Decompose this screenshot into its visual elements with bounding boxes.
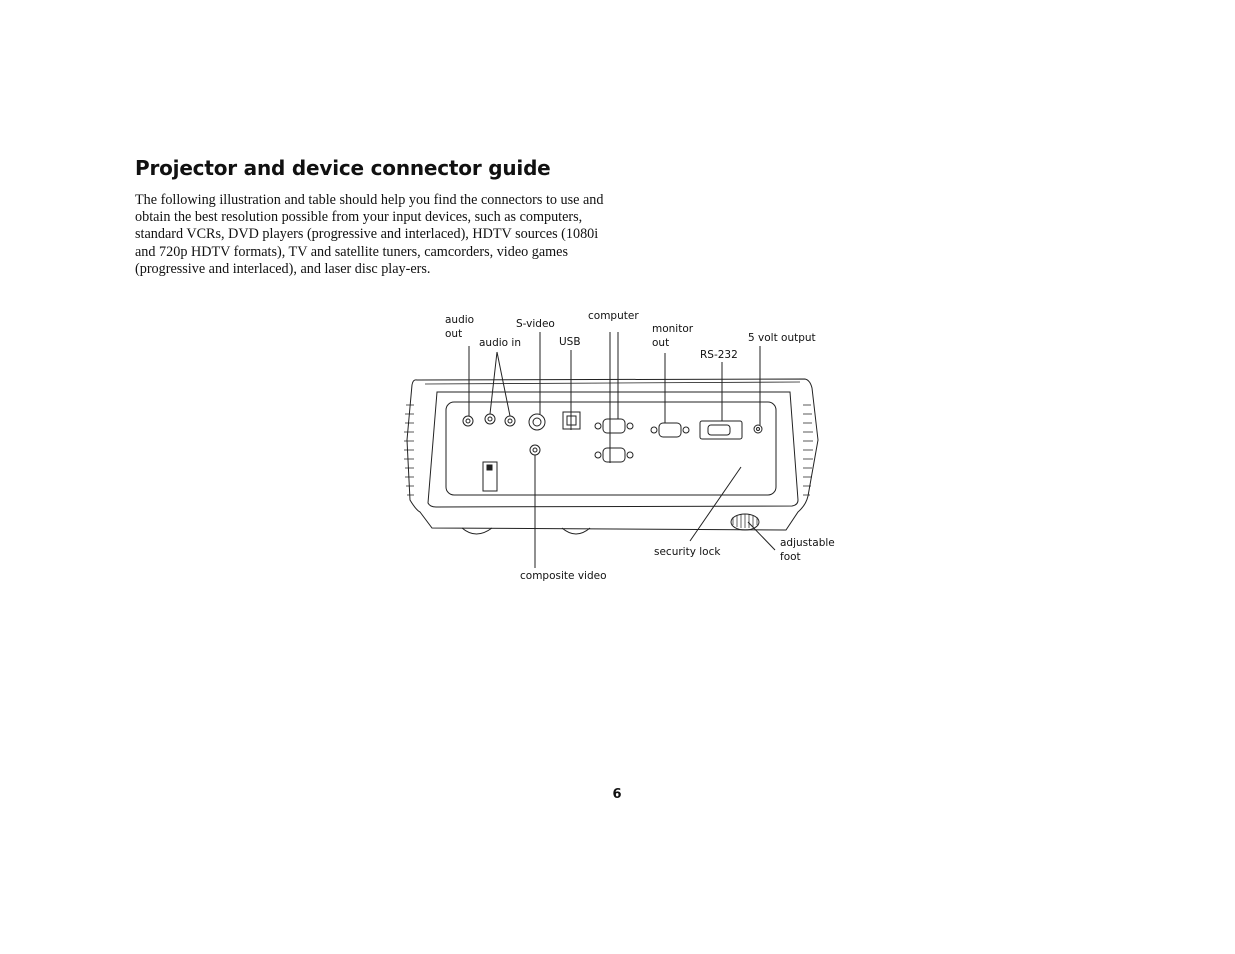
callout-audio-in: audio in [479, 337, 522, 349]
audio-in-jack-right-icon [505, 416, 515, 426]
five-volt-output-icon [754, 425, 762, 433]
foot-left [462, 528, 492, 534]
right-vent-icon [803, 405, 813, 495]
audio-out-jack-icon [463, 416, 473, 426]
computer-port-bottom-icon [595, 448, 633, 462]
callout-adjustable-foot: adjustable foot [780, 537, 835, 563]
callout-usb: USB [559, 336, 581, 348]
monitor-out-port-icon [651, 423, 689, 437]
callout-5-volt-output: 5 volt output [748, 332, 816, 344]
callout-s-video: S-video [516, 318, 555, 330]
security-lock-icon [483, 462, 497, 491]
adjustable-foot-icon [731, 514, 759, 530]
intro-paragraph: The following illustration and table should help you find the connectors to use and obtain the best resolution possible from your input devices, such as computers, standard VCRs, DVD players (progressive and interlaced), HDTV sources (1080i and 720p HDTV formats), TV and satellite tuners, camcorders, video games (progressive and interlaced), and laser disc play-ers. [135, 192, 604, 277]
rs232-port-icon [700, 421, 742, 439]
callout-computer: computer [588, 310, 639, 322]
page-title: Projector and device connector guide [135, 156, 551, 180]
computer-port-top-icon [595, 419, 633, 433]
audio-in-jack-left-icon [485, 414, 495, 424]
callout-monitor-out: monitor out [652, 323, 694, 349]
page-number: 6 [612, 787, 622, 802]
callout-security-lock: security lock [654, 546, 721, 558]
s-video-port-icon [529, 414, 545, 430]
composite-video-jack-icon [530, 445, 540, 455]
leader-lines [469, 332, 775, 568]
callout-rs232: RS-232 [700, 349, 738, 361]
callout-audio-out: audio out [445, 314, 475, 340]
callout-composite-video: composite video [520, 570, 607, 582]
